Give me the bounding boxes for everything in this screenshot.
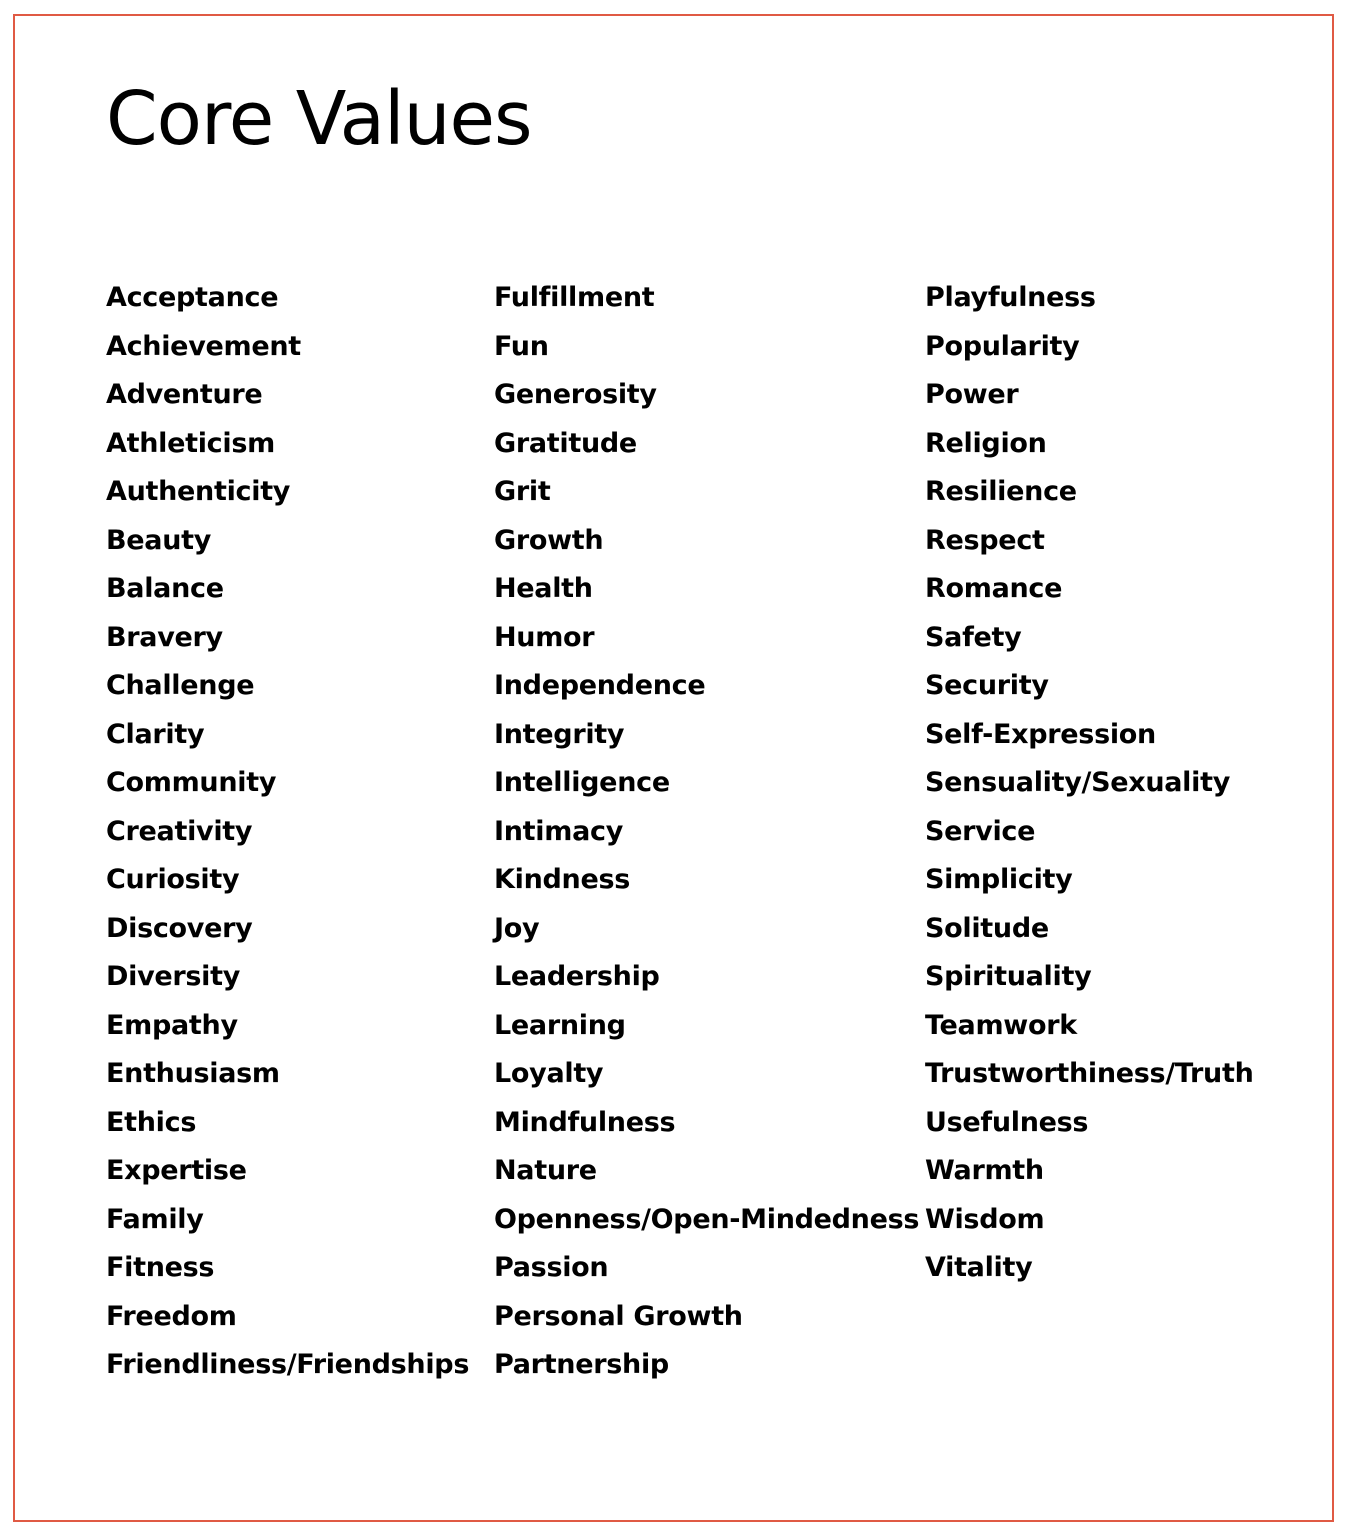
value-item: Mindfulness xyxy=(494,1106,676,1138)
value-item: Fitness xyxy=(106,1252,215,1283)
value-item: Respect xyxy=(925,524,1045,556)
value-item: Expertise xyxy=(106,1155,247,1186)
value-item: Humor xyxy=(494,621,595,653)
values-column-1 xyxy=(106,281,469,1397)
value-item: Gratitude xyxy=(494,427,637,459)
value-item: Diversity xyxy=(106,961,241,992)
value-item: Personal Growth xyxy=(494,1300,743,1332)
value-item: Passion xyxy=(494,1252,609,1283)
value-item: Sensuality/Sexuality xyxy=(925,767,1231,798)
value-item: Learning xyxy=(494,1009,626,1041)
value-item: Independence xyxy=(494,670,706,701)
value-item: Safety xyxy=(925,621,1022,653)
value-item: Kindness xyxy=(494,864,631,895)
value-item: Self-Expression xyxy=(925,718,1156,750)
value-item: Solitude xyxy=(925,912,1049,944)
value-item: Intimacy xyxy=(494,815,623,847)
value-item: Teamwork xyxy=(925,1009,1077,1041)
value-item: Enthusiasm xyxy=(106,1058,280,1089)
value-item: Joy xyxy=(494,912,540,944)
value-item: Intelligence xyxy=(494,767,670,798)
value-item: Friendliness/Friendships xyxy=(106,1349,470,1380)
value-item: Wisdom xyxy=(925,1203,1045,1235)
values-column-3 xyxy=(925,281,1254,1300)
value-item: Fun xyxy=(494,330,549,362)
value-item: Curiosity xyxy=(106,864,240,895)
value-item: Playfulness xyxy=(925,282,1096,313)
values-column-2 xyxy=(494,281,919,1397)
value-item: Openness/Open-Mindedness xyxy=(494,1203,920,1235)
value-item: Clarity xyxy=(106,718,205,750)
value-item: Security xyxy=(925,670,1049,701)
value-item: Discovery xyxy=(106,912,253,944)
value-item: Family xyxy=(106,1203,204,1235)
value-item: Generosity xyxy=(494,379,657,410)
value-item: Empathy xyxy=(106,1009,238,1041)
value-item: Growth xyxy=(494,524,604,556)
value-item: Vitality xyxy=(925,1252,1033,1283)
value-item: Usefulness xyxy=(925,1106,1089,1138)
value-item: Beauty xyxy=(106,524,212,556)
value-item: Athleticism xyxy=(106,427,275,459)
value-item: Warmth xyxy=(925,1155,1044,1186)
value-item: Authenticity xyxy=(106,476,291,507)
value-item: Challenge xyxy=(106,670,255,701)
value-item: Partnership xyxy=(494,1349,669,1380)
value-item: Religion xyxy=(925,427,1047,459)
value-item: Loyalty xyxy=(494,1058,604,1089)
value-item: Resilience xyxy=(925,476,1077,507)
value-item: Power xyxy=(925,379,1019,410)
value-item: Popularity xyxy=(925,330,1080,362)
value-item: Simplicity xyxy=(925,864,1073,895)
value-item: Community xyxy=(106,767,277,798)
value-item: Bravery xyxy=(106,621,223,653)
value-item: Nature xyxy=(494,1155,597,1186)
value-item: Creativity xyxy=(106,815,253,847)
value-item: Leadership xyxy=(494,961,660,992)
value-item: Grit xyxy=(494,476,551,507)
value-item: Integrity xyxy=(494,718,625,750)
value-item: Trustworthiness/Truth xyxy=(925,1058,1254,1089)
value-item: Achievement xyxy=(106,330,301,362)
value-item: Fulfillment xyxy=(494,282,655,313)
value-item: Acceptance xyxy=(106,282,279,313)
value-item: Freedom xyxy=(106,1300,237,1332)
value-item: Service xyxy=(925,815,1036,847)
value-item: Balance xyxy=(106,573,224,604)
value-item: Adventure xyxy=(106,379,263,410)
value-item: Ethics xyxy=(106,1106,197,1138)
value-item: Spirituality xyxy=(925,961,1092,992)
page-title: Core Values xyxy=(106,76,532,162)
value-item: Health xyxy=(494,573,593,604)
value-item: Romance xyxy=(925,573,1063,604)
